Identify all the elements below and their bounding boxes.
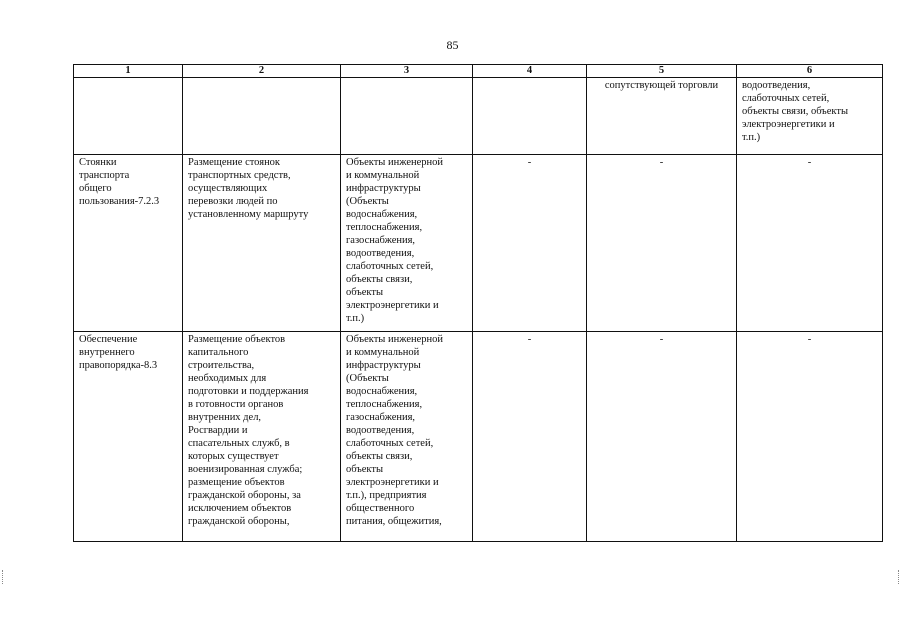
- table-cell: Стоянки транспорта общего пользования-7.2.3: [74, 155, 183, 332]
- table-cell: водоотведения, слаботочных сетей, объекты связи, объекты электроэнергетики и т.п.): [737, 78, 883, 155]
- page-number: 85: [446, 38, 459, 52]
- column-header: 6: [737, 65, 883, 78]
- table-cell: Объекты инженерной и коммунальной инфраструктуры (Объекты водоснабжения, теплоснабжения, газоснабжения, водоотведения, слаботочных сетей, объекты связи, объекты электроэнергетики и т.п.), предприятия общественного питания, общежития,: [341, 332, 473, 542]
- table-cell: [341, 78, 473, 155]
- table-header-row: [74, 65, 883, 78]
- table-row: [74, 78, 883, 155]
- table-cell: [74, 78, 183, 155]
- column-header: 5: [587, 65, 737, 78]
- table-cell: Обеспечение внутреннего правопорядка-8.3: [74, 332, 183, 542]
- table-cell: [473, 78, 587, 155]
- column-header: 2: [183, 65, 341, 78]
- table-cell: -: [587, 332, 737, 542]
- column-header: 1: [74, 65, 183, 78]
- column-header: 3: [341, 65, 473, 78]
- table-cell: Размещение объектов капитального строительства, необходимых для подготовки и поддержания в готовности органов внутренних дел, Росгвардии и спасательных служб, в которых существует военизированная служба; размещение объектов гражданской обороны, за исключением объектов гражданской обороны,: [183, 332, 341, 542]
- zoning-table: [73, 64, 883, 542]
- table-cell: -: [473, 332, 587, 542]
- table-cell: -: [587, 155, 737, 332]
- scan-edge-mark: [898, 570, 901, 584]
- column-header: 4: [473, 65, 587, 78]
- table-cell: сопутствующей торговли: [587, 78, 737, 155]
- table-cell: -: [473, 155, 587, 332]
- scan-edge-mark: [2, 570, 5, 584]
- table-row: [74, 155, 883, 332]
- table-row: [74, 332, 883, 542]
- table-cell: Размещение стоянок транспортных средств, осуществляющих перевозки людей по установленному маршруту: [183, 155, 341, 332]
- table-cell: -: [737, 332, 883, 542]
- table-cell: -: [737, 155, 883, 332]
- table-cell: [183, 78, 341, 155]
- table-cell: Объекты инженерной и коммунальной инфраструктуры (Объекты водоснабжения, теплоснабжения, газоснабжения, водоотведения, слаботочных сетей, объекты связи, объекты электроэнергетики и т.п.): [341, 155, 473, 332]
